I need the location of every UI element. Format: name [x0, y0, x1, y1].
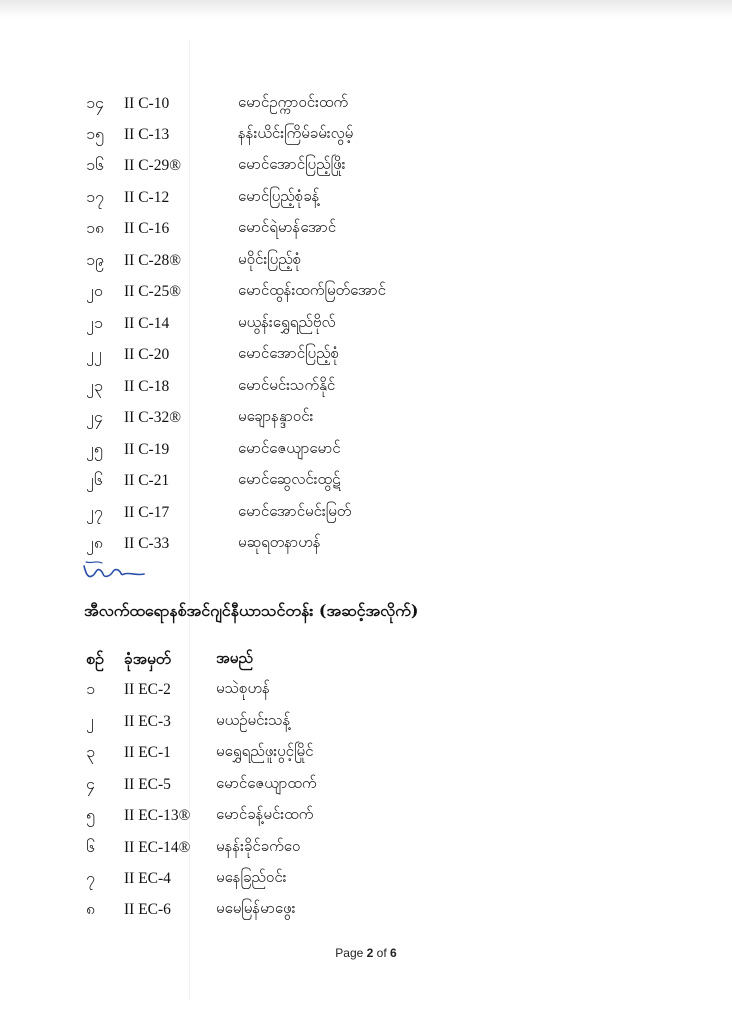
row-number: ၂၈	[86, 533, 103, 552]
roll-code: II C-25®	[124, 283, 181, 300]
student-name: မဆုရတနာဟန်	[238, 533, 321, 551]
student-name: မောင်အောင်မင်းမြတ်	[238, 502, 352, 520]
row-number: ၂၄	[86, 407, 103, 426]
table-row	[86, 310, 506, 338]
table-row	[86, 896, 506, 924]
column-header-number: စဥ်	[86, 649, 104, 668]
table-row	[86, 247, 506, 275]
page-label: Page	[335, 946, 364, 960]
table-row	[86, 467, 506, 495]
roll-code: II C-20	[124, 346, 170, 363]
roll-code: II C-18	[124, 378, 170, 395]
roll-code: II C-13	[124, 126, 170, 143]
row-number: ၅	[86, 805, 95, 824]
row-number: ၁၄	[86, 93, 104, 112]
student-name: မောင်မင်းသက်နိုင်	[238, 376, 336, 394]
page-total: 6	[390, 946, 397, 960]
row-number: ၆	[86, 837, 95, 856]
table-header-row	[86, 646, 506, 674]
roll-code: II C-19	[124, 441, 170, 458]
row-number: ၇	[86, 868, 95, 887]
student-name: မသဲစုဟန်	[216, 679, 270, 697]
row-number: ၁၈	[86, 218, 105, 237]
student-name: မောင်ခန့်မင်းထက်	[216, 805, 314, 823]
page-footer	[300, 946, 432, 960]
row-number: ၈	[86, 899, 96, 918]
student-name: မယဉ်မင်းသန့်	[216, 711, 291, 729]
table-row	[86, 184, 506, 212]
roll-code: II EC-13®	[124, 807, 191, 824]
row-number: ၂၁	[86, 313, 103, 332]
student-name: မမေမြန်မာဖွေး	[216, 899, 296, 917]
roll-code: II C-32®	[124, 409, 181, 426]
student-name: မနန်းခိုင်ခက်ဝေ	[216, 837, 301, 855]
student-name: မောင်ဆွေလင်းထွဋ်	[238, 470, 341, 488]
table-row	[86, 739, 506, 767]
roll-code: II C-14	[124, 315, 170, 332]
row-number: ၁၅	[86, 124, 104, 143]
row-number: ၁၇	[86, 187, 104, 206]
roll-code: II EC-4	[124, 870, 171, 887]
table-row	[86, 676, 506, 704]
table-row	[86, 341, 506, 369]
table-row	[86, 215, 506, 243]
table-row	[86, 436, 506, 464]
roll-code: II EC-3	[124, 713, 171, 730]
scan-top-shadow	[0, 0, 732, 18]
table-row	[86, 90, 506, 118]
table-row	[86, 865, 506, 893]
student-name: မောင်အောင်ပြည့်ဖြိုး	[238, 155, 346, 173]
table-row	[86, 708, 506, 736]
column-header-name: အမည်	[216, 649, 253, 667]
roll-code: II EC-14®	[124, 839, 191, 856]
signature	[78, 554, 148, 584]
roll-code: II C-16	[124, 220, 170, 237]
table-row	[86, 121, 506, 149]
student-name: နန်းယိင်းကြိမ်ခမ်းလွမ့်	[238, 124, 354, 142]
roll-code: II C-12	[124, 189, 170, 206]
roll-code: II C-17	[124, 504, 170, 521]
table-row	[86, 771, 506, 799]
roll-code: II EC-1	[124, 744, 171, 761]
table-row	[86, 404, 506, 432]
student-name: မောင်ထွန်းထက်မြတ်အောင်	[238, 281, 386, 299]
row-number: ၂၃	[86, 376, 103, 395]
student-name: မောင်ရဲမာန်အောင်	[238, 218, 337, 236]
roll-code: II C-33	[124, 535, 170, 552]
row-number: ၂၇	[86, 502, 103, 521]
section-title: အီလက်ထရောနစ်အင်ဂျင်နီယာသင်တန်း (အဆင့်အလိုက်)	[84, 601, 419, 620]
table-row	[86, 834, 506, 862]
table-row	[86, 530, 506, 558]
roll-code: II C-10	[124, 95, 170, 112]
student-name: မဝိုင်းပြည့်စုံ	[238, 250, 302, 268]
table-row	[86, 499, 506, 527]
roll-code: II C-29®	[124, 157, 181, 174]
row-number: ၁၆	[86, 155, 104, 174]
student-name: မောင်ဥက္ကာဝင်းထက်	[238, 93, 349, 111]
roll-code: II EC-2	[124, 681, 171, 698]
student-name: မောင်ဇေယျာထက်	[216, 774, 317, 792]
row-number: ၄	[86, 774, 95, 793]
student-name: မရွှေရည်ဖူးပွင့်မြိုင်	[216, 742, 314, 760]
row-number: ၂၂	[86, 344, 102, 363]
column-header-code: ခုံအမှတ်	[124, 650, 171, 668]
row-number: ၂၆	[86, 470, 103, 489]
roll-code: II C-28®	[124, 252, 181, 269]
roll-code: II C-21	[124, 472, 170, 489]
student-name: မချောနန္ဒာဝင်း	[238, 407, 314, 425]
row-number: ၂၀	[86, 281, 103, 300]
table-row	[86, 152, 506, 180]
student-name: မယွန်းရွှေရည်ဗိုလ်	[238, 313, 336, 331]
of-label: of	[376, 946, 387, 960]
roll-code: II EC-5	[124, 776, 171, 793]
student-name: မောင်ပြည့်စုံခန့်	[238, 187, 320, 205]
row-number: ၁	[86, 679, 95, 698]
row-number: ၁၉	[86, 250, 104, 269]
table-row	[86, 373, 506, 401]
roll-code: II EC-6	[124, 901, 171, 918]
table-row	[86, 802, 506, 830]
student-name: မောင်အောင်ပြည့်စုံ	[238, 344, 340, 362]
student-name: မောင်ဇေယျာမောင်	[238, 439, 341, 457]
table-row	[86, 278, 506, 306]
row-number: ၃	[86, 742, 95, 761]
row-number: ၂၅	[86, 439, 103, 458]
page-current: 2	[366, 946, 374, 960]
student-name: မနေခြည်ဝင်း	[216, 868, 287, 886]
row-number: ၂	[86, 711, 94, 730]
